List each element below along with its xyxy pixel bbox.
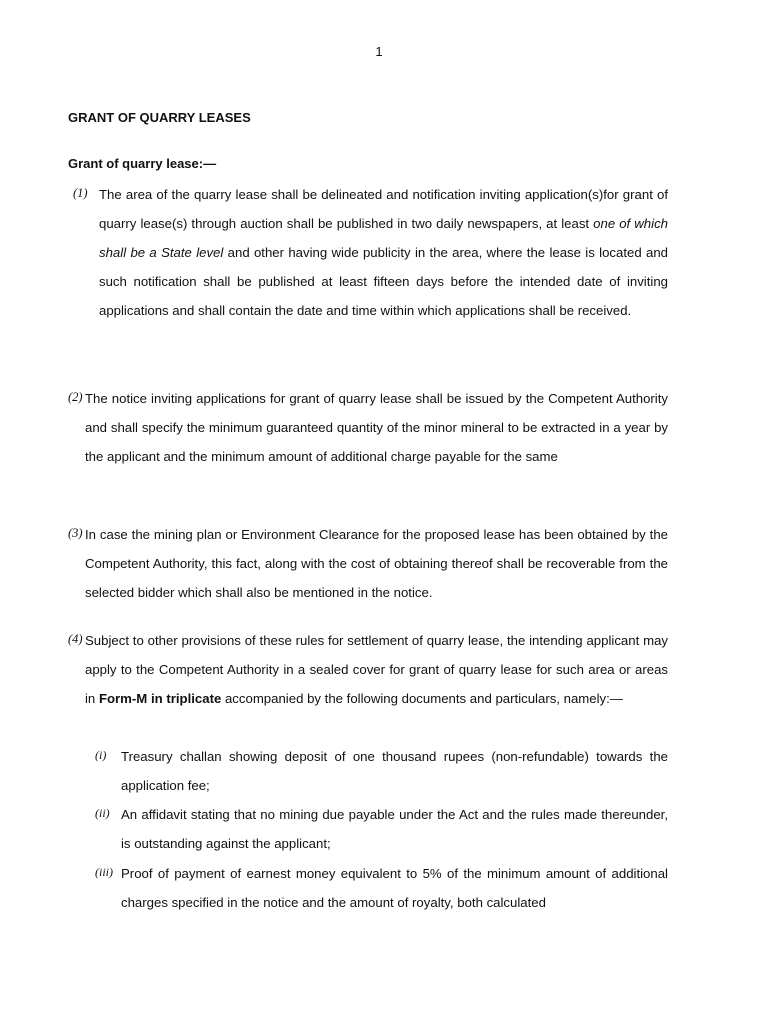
paragraph-4 xyxy=(68,626,668,713)
paragraph-1 xyxy=(68,180,668,325)
sub-item-text: Proof of payment of earnest money equivalent to 5% of the minimum amount of additional charges specified in the notice and the amount of royalty, both calculated xyxy=(121,866,668,911)
paragraph-text-part: The area of the quarry lease shall be delineated and notification inviting application(s)for grant of quarry lease(s) through auction shall be published in two daily newspapers, at least xyxy=(99,187,668,232)
sub-item-iii xyxy=(68,859,668,917)
sub-item-text: Treasury challan showing deposit of one thousand rupees (non-refundable) towards the application fee; xyxy=(121,749,668,794)
paragraph-bold-text: Form-M in triplicate xyxy=(98,691,222,707)
paragraph-2 xyxy=(68,384,668,471)
sub-item-number: (ii) xyxy=(95,806,110,820)
sub-item-text: An affidavit stating that no mining due payable under the Act and the rules made thereunder, is outstanding against the applicant; xyxy=(121,807,668,852)
paragraph-text xyxy=(85,626,668,713)
paragraph-text xyxy=(99,180,668,325)
document-title: GRANT OF QUARRY LEASES xyxy=(68,110,251,125)
sub-item-i xyxy=(68,742,668,800)
paragraph-text-part: accompanied by the following documents and particulars, namely:— xyxy=(221,691,623,707)
page-number: 1 xyxy=(375,44,383,59)
paragraph-italic-text: one of which shall be a State level xyxy=(99,216,669,261)
paragraph-number: (2) xyxy=(68,390,83,404)
paragraph-text-part: Subject to other provisions of these rules for settlement of quarry lease, the intending applicant may apply to the Competent Authority in a sealed cover for grant of quarry lease for such area or areas in xyxy=(85,633,668,707)
paragraph-text-part: and other having wide publicity in the area, where the lease is located and such notification shall be published at least fifteen days before the intended date of inviting applications and shall contain the date and time within which applications shall be received. xyxy=(99,245,668,319)
paragraph-number: (1) xyxy=(73,186,88,200)
paragraph-number: (3) xyxy=(68,526,83,540)
section-heading: Grant of quarry lease:— xyxy=(68,156,217,171)
paragraph-3 xyxy=(68,520,668,607)
sub-item-number: (i) xyxy=(95,748,107,762)
paragraph-number: (4) xyxy=(68,632,83,646)
paragraph-text: In case the mining plan or Environment Clearance for the proposed lease has been obtained by the Competent Authority, this fact, along with the cost of obtaining thereof shall be recoverable from the selected bidder which shall also be mentioned in the notice. xyxy=(85,527,668,601)
sub-item-ii xyxy=(68,800,668,858)
sub-item-number: (iii) xyxy=(95,865,113,879)
paragraph-text: The notice inviting applications for grant of quarry lease shall be issued by the Competent Authority and shall specify the minimum guaranteed quantity of the minor mineral to be extracted in a year by the applicant and the minimum amount of additional charge payable for the same xyxy=(85,391,668,465)
